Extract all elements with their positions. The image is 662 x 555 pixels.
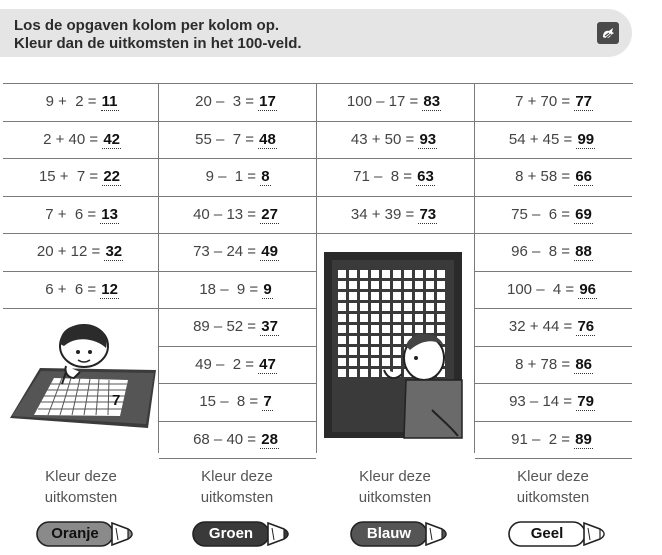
footer-instruction: [4, 466, 158, 508]
equation-text: 100 – 4 =: [507, 280, 579, 298]
footer-line-1: Kleur deze: [517, 468, 589, 485]
equation-cell: [476, 233, 628, 270]
equation-cell: [160, 421, 312, 458]
equation-text: 20 + 12 =: [36, 243, 105, 260]
answer-value: 27: [261, 205, 278, 223]
answer-value: 79: [577, 393, 594, 410]
equation-cell: [4, 196, 156, 233]
answer-value: 28: [261, 430, 278, 448]
equation-text: 49 – 2 =: [195, 355, 259, 373]
answer-value: 77: [575, 93, 593, 110]
footer-line-1: Kleur deze: [359, 468, 431, 485]
pencil-label: Oranje: [51, 525, 99, 542]
answer-value: 37: [261, 318, 278, 335]
equation-text: 32 + 44 =: [508, 318, 577, 335]
equation-cell: [476, 271, 628, 308]
color-pencil-groen: [192, 520, 296, 553]
pencil-label: Groen: [208, 525, 254, 542]
equation-text: 18 – 9 =: [199, 280, 263, 298]
equation-cell: [476, 158, 628, 195]
answer-value: 69: [575, 205, 592, 223]
row-divider: [317, 233, 474, 234]
answer-value: 66: [575, 168, 593, 185]
answer-value: 49: [261, 243, 278, 260]
answer-value: 17: [259, 93, 276, 110]
equation-cell: [160, 83, 312, 120]
equation-text: 8 + 78 =: [510, 355, 575, 373]
row-divider: [3, 308, 158, 309]
answer-value: 13: [101, 205, 118, 223]
equation-cell: [4, 233, 156, 270]
pencil-label: Blauw: [366, 525, 412, 542]
row-divider: [475, 458, 632, 459]
equation-text: 55 – 7 =: [195, 130, 259, 148]
equation-text: 7 + 70 =: [510, 93, 575, 110]
footer-line-2: uitkomsten: [358, 489, 432, 506]
equation-text: 20 – 3 =: [195, 93, 259, 110]
answer-value: 96: [579, 280, 596, 298]
equation-text: 2 + 40 =: [38, 130, 103, 148]
equation-text: 9 + 2 =: [41, 93, 101, 110]
answer-value: 47: [259, 355, 276, 373]
color-pencil-blauw: [350, 520, 454, 553]
answer-value: 11: [101, 93, 118, 110]
equation-text: 43 + 50 =: [350, 130, 419, 148]
instruction-line-2: Kleur dan de uitkomsten in het 100-veld.: [14, 35, 302, 52]
equation-text: 8 + 58 =: [510, 168, 575, 185]
equation-text: 96 – 8 =: [511, 243, 575, 260]
child-drawing-illustration: [8, 316, 158, 439]
footer-line-2: uitkomsten: [44, 489, 118, 506]
answer-value: 99: [577, 130, 595, 148]
illustration-digit: 7: [112, 392, 121, 409]
equation-cell: [476, 121, 628, 158]
equation-text: 93 – 14 =: [509, 393, 577, 410]
answer-value: 76: [577, 318, 595, 335]
answer-value: 32: [105, 243, 123, 260]
pencil-label: Geel: [530, 525, 564, 542]
equation-cell: [476, 421, 628, 458]
grid-line: [474, 83, 475, 453]
equation-cell: [160, 308, 312, 345]
answer-value: 9: [263, 280, 272, 298]
equation-cell: [160, 196, 312, 233]
header-bar: [0, 9, 632, 57]
answer-value: 22: [103, 168, 121, 185]
color-pencil-geel: [508, 520, 612, 553]
equation-cell: [4, 271, 156, 308]
color-pencil-oranje: [36, 520, 140, 553]
row-divider: [159, 458, 316, 459]
equation-cell: [160, 233, 312, 270]
equation-cell: [4, 83, 156, 120]
equation-text: 6 + 6 =: [41, 280, 101, 298]
hand-icon: [597, 22, 619, 44]
equation-text: 40 – 13 =: [193, 205, 261, 223]
equation-cell: [476, 196, 628, 233]
answer-value: 86: [575, 355, 593, 373]
equation-text: 7 + 6 =: [41, 205, 101, 223]
equation-text: 71 – 8 =: [353, 168, 417, 185]
answer-value: 73: [419, 205, 437, 223]
child-at-board-illustration: [322, 250, 468, 449]
equation-cell: [318, 196, 470, 233]
answer-value: 93: [419, 130, 437, 148]
equation-cell: [160, 121, 312, 158]
answer-value: 7: [263, 393, 272, 410]
answer-value: 12: [101, 280, 118, 298]
equation-cell: [476, 83, 628, 120]
equation-text: 15 – 8 =: [199, 393, 263, 410]
equation-cell: [160, 383, 312, 420]
equation-text: 91 – 2 =: [511, 430, 575, 448]
answer-value: 83: [423, 93, 441, 110]
instruction-line-1: Los de opgaven kolom per kolom op.: [14, 17, 280, 34]
equation-cell: [4, 158, 156, 195]
answer-value: 89: [575, 430, 592, 448]
equation-text: 54 + 45 =: [508, 130, 577, 148]
equation-cell: [318, 158, 470, 195]
equation-cell: [4, 121, 156, 158]
equation-cell: [476, 383, 628, 420]
equation-cell: [160, 158, 312, 195]
grid-line: [316, 83, 317, 453]
equation-cell: [476, 346, 628, 383]
equation-cell: [318, 83, 470, 120]
equation-text: 15 + 7 =: [38, 168, 103, 185]
equation-text: 68 – 40 =: [193, 430, 261, 448]
footer-instruction: [160, 466, 314, 508]
grid-line: [158, 83, 159, 453]
equation-cell: [160, 271, 312, 308]
footer-line-2: uitkomsten: [516, 489, 590, 506]
equation-text: 73 – 24 =: [193, 243, 261, 260]
equation-text: 75 – 6 =: [511, 205, 575, 223]
footer-line-2: uitkomsten: [200, 489, 274, 506]
answer-value: 63: [417, 168, 434, 185]
equation-text: 100 – 17 =: [346, 93, 423, 110]
answer-value: 42: [103, 130, 121, 148]
equation-cell: [318, 121, 470, 158]
footer-line-1: Kleur deze: [201, 468, 273, 485]
equation-text: 89 – 52 =: [193, 318, 261, 335]
answer-value: 48: [259, 130, 276, 148]
footer-instruction: [318, 466, 472, 508]
equation-text: 9 – 1 =: [201, 168, 261, 185]
answer-value: 8: [261, 168, 270, 185]
equation-cell: [476, 308, 628, 345]
footer-line-1: Kleur deze: [45, 468, 117, 485]
equation-cell: [160, 346, 312, 383]
footer-instruction: [476, 466, 630, 508]
answer-value: 88: [575, 243, 592, 260]
equation-text: 34 + 39 =: [350, 205, 419, 223]
